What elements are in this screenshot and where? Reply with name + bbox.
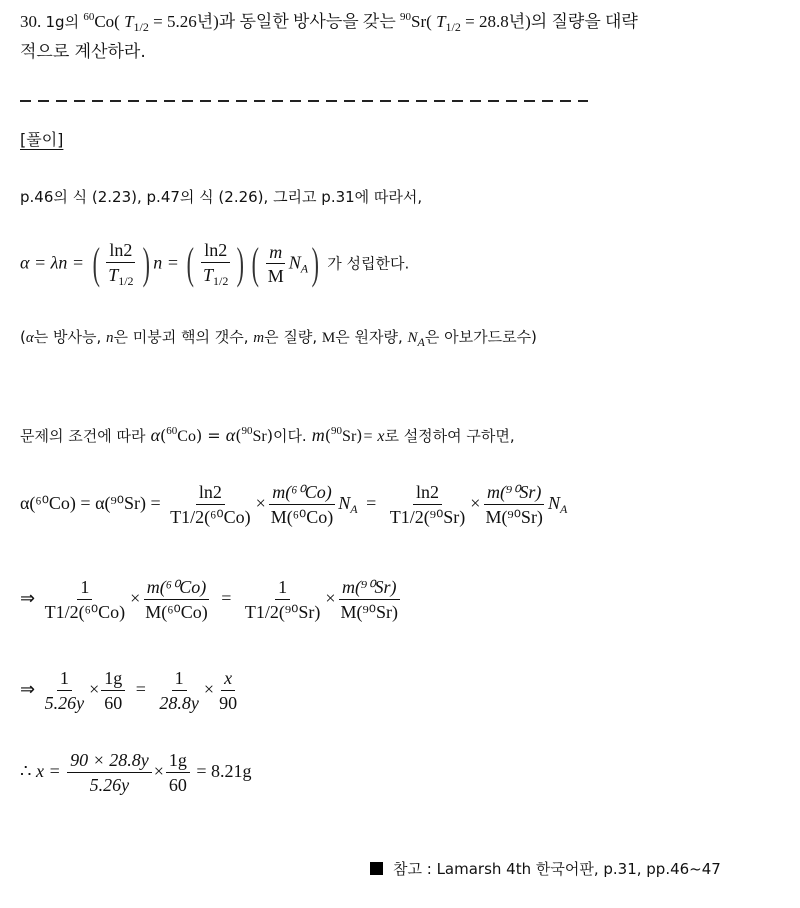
implies-arrow: ⇒ [20,678,36,699]
sr-mass-number: 90 [400,11,412,23]
paren-close: ) [311,239,320,289]
paren-close: ) [237,239,245,289]
fraction: $\frac{90 \times 28.8y}{5.26y}$ [67,750,152,795]
implies-arrow: ⇒ [20,587,36,608]
denominator: $T_{1/2}$ [203,264,229,288]
problem-number: 30. [20,12,42,31]
reference-note [370,862,721,877]
equation-result: ∴ x = $\frac{90 \times 28.8y}{5.26y}$ × $\frac{1g}{60}$ = 8.21g [20,750,252,795]
numerator: ln2 [201,240,230,263]
eq1-lhs: α = λn = [20,252,85,273]
fraction [105,240,136,288]
half-life-sub: 1/2 [445,20,461,34]
half-life-symbol: T [124,12,134,31]
equation-equal-activity: α(⁶⁰Co) = α(⁹⁰Sr) = $\frac{\ln 2}{\text{T1/2(⁶⁰Co)}}$ × $\frac{\text{m(⁶⁰Co)}}{\text{M(⁶⁰Co)}}$ $N_A$ = $\frac{\ln 2}{\text{T1/2(⁹⁰Sr)}}$ × $\frac{\text{m(⁹⁰Sr)}}{\text{M(⁹⁰Sr)}}$ $N_A$ [20,482,568,527]
condition-statement: 문제의 조건에 따라 α($^{60}$Co) = α($^{90}$Sr)이다. m($^{90}$Sr)= x로 설정하여 구하면, [20,425,515,445]
final-result: = 8.21g [196,760,252,781]
numerator: ln2 [106,240,135,263]
half-life-sub: 1/2 [133,20,149,34]
fraction: $\frac{\text{m(⁶⁰Co)}}{\text{M(⁶⁰Co)}}$ [270,482,334,527]
problem-mass-text: 1g의 [45,13,80,31]
square-bullet-icon [370,862,383,875]
denominator: M [267,266,284,287]
avogadro-symbol: N [288,252,301,273]
sr-half-life-text: = 28.8년)의 질량을 대략 [465,12,638,31]
fraction: $\frac{1g}{60}$ [166,750,190,795]
fraction: $\frac{\text{m(⁹⁰Sr)}}{\text{M(⁹⁰Sr)}}$ [340,577,399,622]
fraction: $\frac{\text{m(⁶⁰Co)}}{\text{M(⁶⁰Co)}}$ [145,577,208,622]
equation-activity [20,240,409,288]
solution-intro: p.46의 식 (2.23), p.47의 식 (2.26), 그리고 p.31에 따라서, [20,188,423,206]
sr-symbol: Sr [411,12,427,31]
co-symbol: Co [94,12,115,31]
therefore-symbol: ∴ [20,760,32,781]
fraction: $\frac{1}{\text{T1/2(⁶⁰Co)}}$ [44,577,126,622]
fraction: $\frac{1}{28.8y}$ [159,668,199,713]
fraction: $\frac{1}{5.26y}$ [44,668,85,713]
fraction: $\frac{1}{\text{T1/2(⁹⁰Sr)}}$ [244,577,321,622]
reference-text: 참고 : Lamarsh 4th 한국어판, p.31, pp.46~47 [393,860,721,878]
solution-heading: [풀이] [20,130,64,149]
paren-open: ( [251,239,260,289]
fraction: $\frac{\ln 2}{\text{T1/2(⁹⁰Sr)}}$ [389,482,466,527]
paren-close: ) [142,239,150,289]
fraction [265,242,287,287]
fraction: $\frac{\ln 2}{\text{T1/2(⁶⁰Co)}}$ [170,482,251,527]
fraction: $\frac{\text{m(⁹⁰Sr)}}{\text{M(⁹⁰Sr)}}$ [485,482,543,527]
paren-open: ( [92,239,100,289]
avogadro-sub: A [300,261,309,276]
denominator: $T_{1/2}$ [108,264,134,288]
co-mass-number: 60 [83,11,95,23]
eq1-suffix: 가 성립한다. [327,254,410,273]
co-half-life-text: = 5.26년)과 동일한 방사능을 갖는 [153,12,396,31]
equation-numeric: ⇒ $\frac{1}{5.26y}$ × $\frac{1g}{60}$ = $\frac{1}{28.8y}$ × $\frac{x}{90}$ [20,668,242,713]
equation-simplified: ⇒ $\frac{1}{\text{T1/2(⁶⁰Co)}}$ × $\frac{\text{m(⁶⁰Co)}}{\text{M(⁶⁰Co)}}$ = $\frac{1}{\text{T1/2(⁹⁰Sr)}}$ × $\frac{\text{m(⁹⁰Sr)}}{\text{M(⁹⁰Sr)}}$ [20,577,403,622]
problem-line-2: 적으로 계산하라. [20,42,146,62]
problem-line-1: 30. 1g의 $^{60}$Co( $T_{1/2} = 5.26$년)과 동일한 방사능을 갖는 $^{90}$Sr( $T_{1/2} = 28.8$년)의 질량을 대략 [20,11,638,34]
half-life-symbol: T [436,12,446,31]
numerator: m [266,242,285,265]
eq1-n: n = [153,252,179,273]
fraction: $\frac{x}{90}$ [219,668,238,713]
fraction [200,240,231,288]
fraction: $\frac{1g}{60}$ [101,668,125,713]
variable-legend: (α는 방사능, n은 미붕괴 핵의 갯수, m은 질량, M은 원자량, $N_A$은 아보가드로수) [20,328,537,349]
separator-dashed-line [20,100,588,102]
eq2-lhs: α(⁶⁰Co) = α(⁹⁰Sr) = [20,492,161,513]
paren-open: ( [187,239,195,289]
